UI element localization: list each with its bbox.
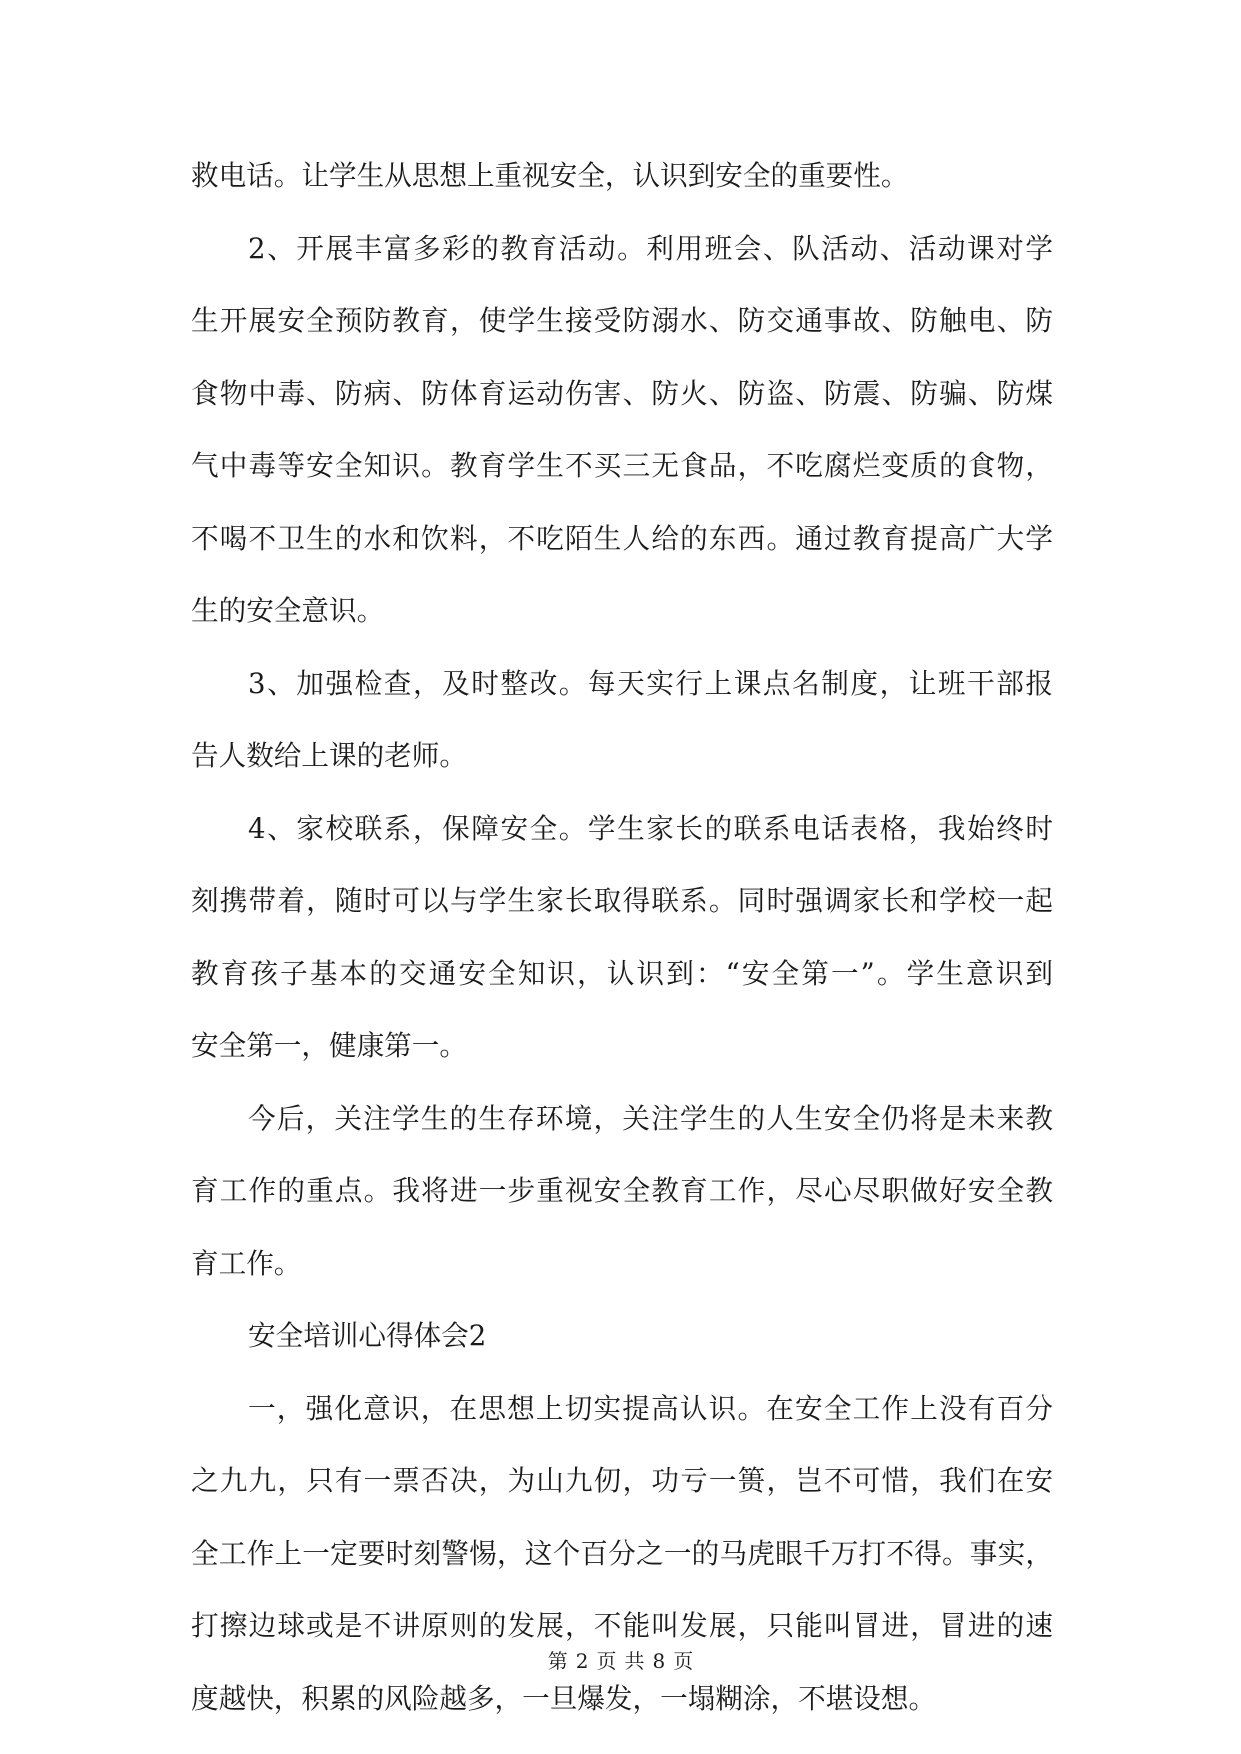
body-line: 生开展安全预防教育，使学生接受防溺水、防交通事故、防触电、防 <box>191 304 1053 337</box>
document-body <box>191 140 1053 1735</box>
footer-current-page: 2 <box>575 1649 589 1673</box>
footer-total-word: 共 <box>624 1649 645 1673</box>
footer-page-word: 页 <box>596 1649 617 1673</box>
paragraph-start-line: 2、开展丰富多彩的教育活动。利用班会、队活动、活动课对学 <box>248 231 1053 265</box>
body-line: 全工作上一定要时刻警惕，这个百分之一的马虎眼千万打不得。事实， <box>191 1536 1053 1570</box>
footer-prefix: 第 <box>547 1649 568 1673</box>
body-line: 打擦边球或是不讲原则的发展，不能叫发展，只能叫冒进，冒进的速 <box>191 1609 1053 1642</box>
body-line: 育工作。 <box>191 1246 302 1280</box>
footer-total-pages: 8 <box>652 1649 666 1673</box>
paragraph-start-line: 4、家校联系，保障安全。学生家长的联系电话表格，我始终时 <box>248 811 1053 845</box>
page-footer <box>0 1645 1241 1674</box>
body-line: 度越快，积累的风险越多，一旦爆发，一塌糊涂，不堪设想。 <box>191 1681 937 1715</box>
paragraph-start-line: 今后，关注学生的生存环境，关注学生的人生安全仍将是未来教 <box>248 1101 1053 1135</box>
body-line: 育工作的重点。我将进一步重视安全教育工作，尽心尽职做好安全教 <box>191 1174 1053 1207</box>
body-line: 刻携带着，随时可以与学生家长取得联系。同时强调家长和学校一起 <box>191 884 1053 917</box>
paragraph-start-line: 3、加强检查，及时整改。每天实行上课点名制度，让班干部报 <box>248 666 1053 700</box>
footer-suffix: 页 <box>673 1649 694 1673</box>
paragraph-start-line: 一，强化意识，在思想上切实提高认识。在安全工作上没有百分 <box>248 1391 1053 1425</box>
body-line: 救电话。让学生从思想上重视安全，认识到安全的重要性。 <box>191 159 909 192</box>
body-line: 之九九，只有一票否决，为山九仞，功亏一篑，岂不可惜，我们在安 <box>191 1464 1053 1497</box>
body-line: 生的安全意识。 <box>191 594 385 627</box>
body-line: 食物中毒、防病、防体育运动伤害、防火、防盗、防震、防骗、防煤 <box>191 376 1053 410</box>
body-line: 气中毒等安全知识。教育学生不买三无食品，不吃腐烂变质的食物， <box>191 449 1053 482</box>
body-line: 告人数给上课的老师。 <box>191 739 467 772</box>
section-heading: 安全培训心得体会2 <box>248 1319 487 1352</box>
body-line: 不喝不卫生的水和饮料，不吃陌生人给的东西。通过教育提高广大学 <box>191 521 1053 555</box>
body-line: 安全第一，健康第一。 <box>191 1029 467 1062</box>
body-line: 教育孩子基本的交通安全知识，认识到：“安全第一”。学生意识到 <box>191 956 1053 990</box>
